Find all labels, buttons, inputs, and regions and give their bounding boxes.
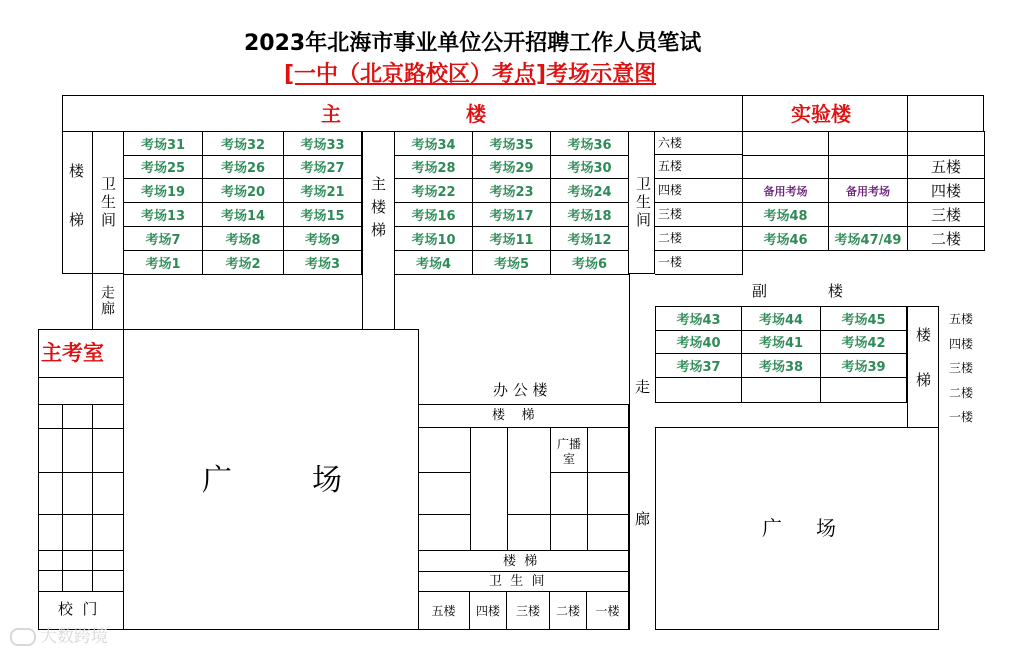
annex-room-cell: 考场40 [655,330,742,354]
plaza-right-char-b: 场 [816,516,836,540]
lab-building-label: 实验楼 [791,102,851,126]
lab-room-cell: 考场46 [742,227,829,251]
lab-room-row [742,131,985,156]
exam-room-cell: 考场35 [473,132,551,156]
chief-grid-line [38,591,124,592]
exam-room-cell: 考场3 [284,251,362,275]
exam-room-cell: 考场32 [203,132,284,156]
exam-room-cell: 考场9 [284,227,362,251]
plaza-left-char-a: 广 [202,463,232,498]
floor-label: 四楼 [655,179,743,203]
exam-room-row [394,131,629,156]
office-floor-label: 三楼 [507,592,550,630]
annex-room-cell: 考场42 [821,330,907,354]
exam-room-cell: 考场26 [203,155,284,179]
office-floor-label: 五楼 [418,592,470,630]
annex-floor-label: 三楼 [949,361,974,375]
watermark-text: 大数跨境 [40,626,108,647]
exam-room-cell: 考场15 [284,203,362,227]
annex-cell [655,378,742,403]
exam-room-cell: 考场18 [551,203,629,227]
exam-room-row [123,155,362,179]
chief-column [38,329,124,630]
exam-room-row [123,251,362,275]
lab-room-cell [829,203,908,227]
office-floor-label: 二楼 [550,592,587,630]
exam-room-cell: 考场33 [284,132,362,156]
main-building-label-right: 楼 [466,102,486,126]
corridor-middle-char-a: 走 [635,378,651,396]
annex-room-cell: 考场45 [821,307,907,331]
exam-room-cell: 考场36 [551,132,629,156]
exam-room-row [394,155,629,179]
stairs-left-label: 楼梯 [67,163,85,261]
office-grid-line [550,428,551,550]
annex-room-cell: 考场43 [655,307,742,331]
lab-room-cell: 备用考场 [829,179,908,203]
exam-room-row [123,179,362,203]
broadcast-room-label: 广播室 [556,437,581,466]
exam-room-row [394,179,629,203]
chief-grid-line [62,404,63,591]
lab-room-cell: 考场47/49 [829,227,908,251]
chief-grid-line [38,570,124,571]
restroom-right-label: 卫生间 [634,176,652,230]
exam-room-row [394,227,629,251]
lab-room-cell [829,132,908,156]
exam-room-cell: 考场1 [123,251,203,275]
corridor-middle-char-b: 廊 [635,510,651,528]
exam-room-cell: 考场12 [551,227,629,251]
office-grid-line [507,428,508,550]
lab-room-row [742,227,985,251]
plaza-left [123,329,419,630]
gate-label: 校 门 [58,600,98,618]
exam-room-cell: 考场31 [123,132,203,156]
divider [742,95,743,132]
office-label: 办 公 楼 [493,381,548,399]
office-grid-line [550,472,629,473]
office-restroom-label: 卫 生 间 [489,574,545,589]
lab-room-row [742,203,985,227]
chief-grid-line [38,550,124,551]
annex-room-cell: 考场39 [821,354,907,378]
exam-room-cell: 考场25 [123,155,203,179]
office-grid-line [507,514,629,515]
exam-room-cell: 考场10 [394,227,473,251]
lab-room-cell: 考场48 [742,203,829,227]
floor-label: 一楼 [655,251,743,275]
annex-cell [821,378,907,403]
exam-room-cell: 考场23 [473,179,551,203]
annex-floor-label: 五楼 [949,312,974,326]
office-grid-line [587,428,588,550]
exam-room-cell: 考场16 [394,203,473,227]
office-floor-label: 四楼 [470,592,507,630]
office-grid-line [418,472,470,473]
main-building-label-left: 主 [321,102,341,126]
exam-room-cell: 考场8 [203,227,284,251]
annex-room-row [655,354,907,378]
annex-floor-label: 四楼 [949,336,974,351]
exam-room-cell: 考场34 [394,132,473,156]
chief-grid-line [38,404,124,405]
exam-room-row [394,203,629,227]
lab-room-cell: 五楼 [908,155,985,179]
corridor-middle-left-edge [629,274,630,630]
lab-room-cell: 三楼 [908,203,985,227]
watermark [10,628,108,646]
annex-floor-label: 二楼 [949,385,974,400]
exam-room-cell: 考场28 [394,155,473,179]
chief-grid-line [38,377,124,378]
lab-room-cell [908,132,985,156]
restroom-left-label: 卫生间 [99,176,117,230]
lab-room-cell: 备用考场 [742,179,829,203]
main-stairs-label: 主楼梯 [369,176,387,245]
chief-grid-line [38,428,124,429]
exam-room-row [394,251,629,275]
watermark-logo-icon [10,628,36,646]
chief-grid-line [92,404,93,591]
plaza-right [655,427,939,630]
annex-row [655,378,907,403]
annex-room-cell: 考场38 [742,354,821,378]
exam-room-cell: 考场7 [123,227,203,251]
lab-room-row [742,179,985,203]
office-floor-label: 一楼 [587,592,629,630]
annex-cell [742,378,821,403]
annex-room-row [655,306,907,331]
lab-room-cell [742,155,829,179]
plaza-left-char-b: 场 [312,463,342,498]
lab-room-cell [742,132,829,156]
exam-room-row [123,227,362,251]
office-stairs-bottom-label: 楼 梯 [503,554,538,569]
exam-room-cell: 考场24 [551,179,629,203]
floor-label: 三楼 [655,203,743,227]
floor-label: 二楼 [655,227,743,251]
lab-room-cell [829,155,908,179]
exam-room-cell: 考场30 [551,155,629,179]
office-grid-line [418,514,470,515]
annex-stairs-label: 楼梯 [914,327,932,417]
exam-room-cell: 考场4 [394,251,473,275]
exam-room-row [123,203,362,227]
exam-room-cell: 考场14 [203,203,284,227]
office-grid-line [470,428,471,550]
lab-room-row [742,155,985,179]
chief-grid-line [38,514,124,515]
exam-room-cell: 考场27 [284,155,362,179]
annex-floor-label: 一楼 [949,410,974,424]
exam-room-cell: 考场21 [284,179,362,203]
annex-label-right: 楼 [828,282,844,300]
page-subtitle: [一中（北京路校区）考点]考场示意图 [284,62,657,87]
lab-room-cell: 二楼 [908,227,985,251]
plaza-right-char-a: 广 [762,516,782,540]
office-stairs-top-label: 楼 梯 [492,408,535,423]
exam-room-cell: 考场19 [123,179,203,203]
chief-grid-line [38,472,124,473]
floor-label: 六楼 [655,131,743,155]
annex-room-cell: 考场44 [742,307,821,331]
lab-room-cell: 四楼 [908,179,985,203]
exam-room-cell: 考场29 [473,155,551,179]
annex-room-row [655,330,907,354]
annex-room-cell: 考场37 [655,354,742,378]
exam-room-cell: 考场2 [203,251,284,275]
chief-room-label: 主考室 [41,341,104,365]
page-title: 2023年北海市事业单位公开招聘工作人员笔试 [244,31,702,56]
exam-room-row [123,131,362,156]
exam-room-cell: 考场17 [473,203,551,227]
exam-room-cell: 考场5 [473,251,551,275]
exam-room-cell: 考场13 [123,203,203,227]
exam-room-cell: 考场20 [203,179,284,203]
exam-room-cell: 考场6 [551,251,629,275]
annex-room-cell: 考场41 [742,330,821,354]
annex-label-left: 副 [752,282,768,300]
exam-room-cell: 考场11 [473,227,551,251]
exam-room-cell: 考场22 [394,179,473,203]
divider [907,95,908,132]
corridor-top-label: 走廊 [99,285,115,317]
floor-label: 五楼 [655,155,743,179]
